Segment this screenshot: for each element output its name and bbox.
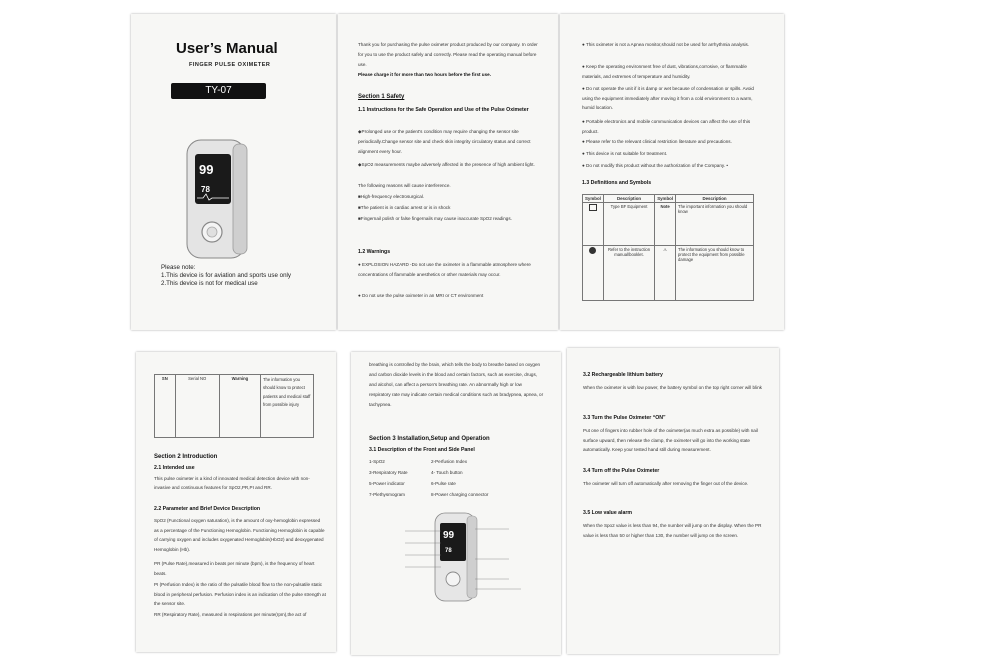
intro-text: Thank you for purchasing the pulse oximeter product produced by our company. In order for you to use the product safely and correctly. Please read the operating manual before use. [358, 42, 538, 68]
table-header: Symbol [583, 195, 604, 203]
symbols-table-continued [154, 374, 314, 438]
svg-text:99: 99 [443, 530, 455, 541]
section-2-2-title: 2.2 Parameter and Brief Device Description [154, 506, 261, 512]
parameter-text: SpO2 (Functional oxygen saturation), is the amount of oxy-hemoglobin expressed as a percentage of the Functioning Hemoglobin. Functioning Hemoglobin is capable of carrying oxygen and includes oxygenated Hemoglobin(HbO2) and deoxygenated Hemoglobin (Hb). [154, 518, 325, 552]
part-label: 4- Touch button [431, 470, 463, 475]
note-item: 1.This device is for aviation and sports use only [161, 272, 292, 279]
list-item: ● Please refer to the relevant clinical restriction literature and precautions. [582, 139, 732, 144]
battery-text: When the oximeter is with low power, the battery symbol on the top right corner will blink [583, 385, 762, 390]
warning-item: ● EXPLOSION HAZARD -Do not use the oximeter in a flammable atmosphere where concentrations of flammable anesthetics or other materials may occur. [358, 262, 531, 278]
table-cell: Refer to the instruction manual/booklet. [603, 246, 654, 301]
section-3-2-title: 3.2 Rechargeable lithium battery [583, 372, 663, 378]
part-label: 8-Power charging connector [431, 492, 489, 497]
parameter-text: RR (Respiratory Rate), measured in respirations per minute(rpm),the act of [154, 612, 307, 617]
table-cell: Type BF Equipment [603, 203, 654, 246]
table-cell: Warning [219, 375, 260, 438]
table-row [155, 375, 314, 438]
section-1-3-title: 1.3 Definitions and Symbols [582, 180, 652, 186]
list-item: ◆Prolonged use or the patient's condition may require changing the sensor site periodically.Change sensor site and check skin integrity circulatory status and correct alignment every hour. [358, 129, 531, 155]
note-item: 2.This device is not for medical use [161, 280, 258, 287]
table-header: Symbol [655, 195, 676, 203]
table-cell: Serial NO [175, 375, 219, 438]
list-item: ● This device is not suitable for treatment. [582, 151, 668, 156]
list-item: ● Do not modify this product without the authorization of the Company. • [582, 163, 729, 168]
front-panel-diagram [397, 507, 537, 607]
caution-icon: ⚠ [655, 246, 676, 301]
part-label: 2-Perfusion Index [431, 459, 468, 464]
part-label: 3-Respiratory Rate [369, 470, 408, 475]
intro-bold-text: Please charge it for more than two hours before the first use. [358, 72, 491, 77]
manual-page-introduction [136, 352, 336, 652]
list-item: ● Do not operate the unit if it is damp or wet because of condensation or spills. Avoid using the equipment immediately after moving it from a cold environment to a warm, humid location. [582, 86, 754, 111]
list-item: ● Portable electronics and mobile communication devices can affect the use of this product. [582, 119, 751, 134]
list-item: The following reasons will cause interference. [358, 183, 451, 188]
parameter-text: PR (Pulse Rate),measured in beats per minute (bpm), is the frequency of heart beats. [154, 561, 315, 576]
manual-page-safety [338, 14, 558, 330]
model-badge: TY-07 [171, 83, 266, 99]
table-cell: Note [655, 203, 676, 246]
low-alarm-text: When the Spo2 value is less than 94, the number will jump on the display. When the PR value is less than 50 or higher than 130, the number will jump on the screen. [583, 523, 762, 538]
section-1-1-title: 1.1 Instructions for the Safe Operation and Use of the Pulse Oximeter [358, 107, 529, 113]
table-cell: The important information you should know [676, 203, 754, 246]
part-label: 6-Pulse rate [431, 481, 456, 486]
list-item: ■Fingernail polish or false fingernails may cause inaccurate SpO2 readings. [358, 216, 512, 221]
manual-cover-page [131, 14, 336, 330]
list-item: ■The patient is in cardiac arrest or is in shock [358, 205, 451, 210]
part-label: 5-Power indicator [369, 481, 405, 486]
list-item: ● This oximeter is not a Apnea monitor,should not be used for arrhythmia analysis. [582, 42, 750, 47]
note-heading: Please note: [161, 264, 196, 271]
part-label: 7-Plethysmogram [369, 492, 405, 497]
table-header: Description [676, 195, 754, 203]
respiratory-text: breathing is controlled by the brain, which tells the body to breathe based on oxygen and carbon dioxide levels in the blood and certain factors, such as exercise, drugs, and alcohol, can affect a person's breathing rate. An abnormally high or low respiratory rate may indicate certain medical conditions such as bradypnea, apnea, or tachypnea. [369, 362, 544, 408]
intended-use-text: This pulse oximeter is a kind of innovated medical detection device with non-invasive and continuous features for SpO2,PR,PI and RR. [154, 476, 310, 491]
table-row [583, 203, 754, 246]
manual-page-operation [567, 348, 779, 654]
section-2-1-title: 2.1 Intended use [154, 465, 195, 471]
section-2-title: Section 2 Introduction [154, 454, 218, 460]
svg-text:78: 78 [445, 548, 452, 554]
section-3-5-title: 3.5 Low value alarm [583, 510, 633, 516]
table-row [583, 246, 754, 301]
section-3-title: Section 3 Installation,Setup and Operation [369, 436, 490, 442]
manual-subtitle: FINGER PULSE OXIMETER [189, 62, 271, 68]
parameter-text: PI (Perfusion Index) is the ratio of the pulsatile blood flow to the non-pulsatile static blood in peripheral perfusion. Perfusion index is an indication of the pulse strength at the sensor site. [154, 582, 326, 607]
display-pr: 78 [201, 185, 210, 194]
symbols-table [582, 194, 754, 301]
list-item: ◆SpO2 measurements maybe adversely affected in the presence of high ambient light. [358, 162, 535, 167]
section-3-4-title: 3.4 Turn off the Pulse Oximeter [583, 468, 660, 474]
section-1-title: Section 1 Safety [358, 94, 405, 100]
turn-on-text: Put one of fingers into rubber hole of the oximeter(as much extra as possible) with nail surface upward, then release the clamp, the oximeter will go into the working state automatically. Keep your tested hand still during measurement. [583, 428, 758, 453]
table-cell: The information you should know to protect the equipment from possible damage [676, 246, 754, 301]
warning-item: ● Do not use the pulse oximeter in an MRI or CT environment [358, 293, 484, 298]
table-cell: SN [155, 375, 176, 438]
section-1-2-title: 1.2 Warnings [358, 249, 391, 255]
section-3-3-title: 3.3 Turn the Pulse Oximeter “ON” [583, 415, 666, 421]
display-spo2: 99 [199, 162, 214, 177]
oximeter-illustration [175, 136, 255, 266]
table-cell: The information you should know to protect patients and medical staff from possible injury [261, 375, 314, 438]
turn-off-text: The oximeter will turn off automatically after removing the finger out of the device. [583, 481, 749, 486]
manual-title: User’s Manual [176, 40, 278, 57]
table-header-row [583, 195, 754, 203]
table-header: Description [603, 195, 654, 203]
manual-icon [589, 247, 596, 254]
list-item: ■High-frequency electrosurgical. [358, 194, 425, 199]
manual-page-installation [351, 352, 561, 655]
section-3-1-title: 3.1 Description of the Front and Side Panel [369, 447, 475, 453]
manual-page-definitions [560, 14, 784, 330]
list-item: ● Keep the operating environment free of dust, vibrations,corrosive, or flammable materials, and extremes of temperature and humidity. [582, 64, 747, 79]
type-bf-icon [589, 204, 597, 211]
part-label: 1-SpO2 [369, 459, 385, 464]
